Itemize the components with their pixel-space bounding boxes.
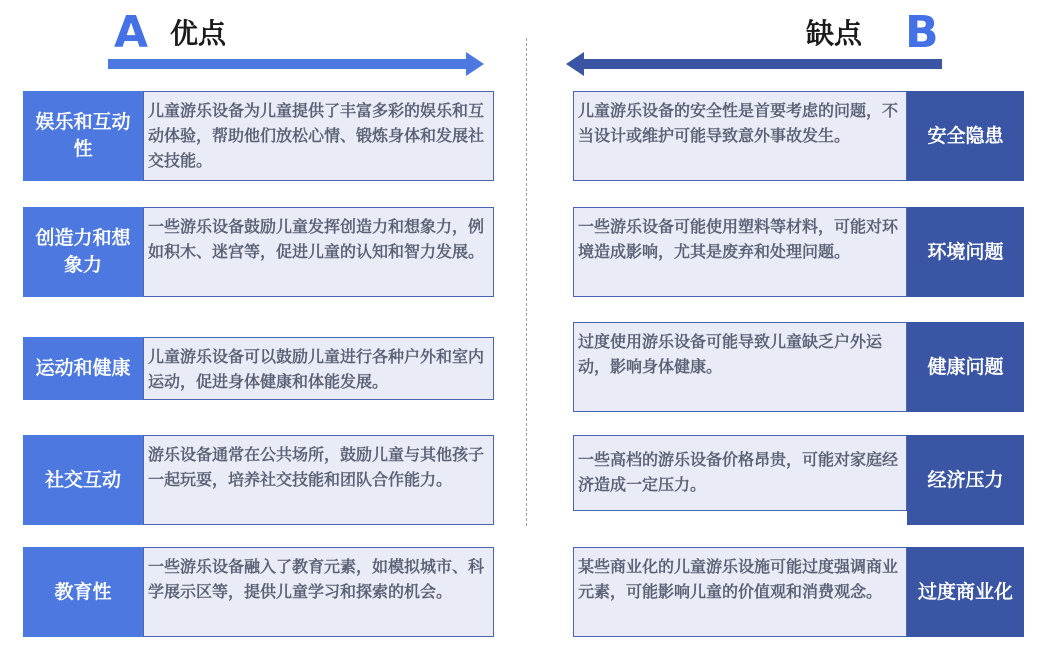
con-description: 过度使用游乐设备可能导致儿童缺乏户外运动，影响身体健康。 [573, 322, 907, 412]
pro-description: 游乐设备通常在公共场所，鼓励儿童与其他孩子一起玩耍，培养社交技能和团队合作能力。 [143, 435, 494, 525]
pro-label: 创造力和想象力 [23, 207, 143, 297]
pro-description: 一些游乐设备鼓励儿童发挥创造力和想象力，例如积木、迷宫等，促进儿童的认知和智力发展。 [143, 207, 494, 297]
pro-description: 儿童游乐设备可以鼓励儿童进行各种户外和室内运动，促进身体健康和体能发展。 [143, 337, 494, 400]
cons-heading: 缺点 [806, 17, 863, 50]
con-description: 一些游乐设备可能使用塑料等材料，可能对环境造成影响，尤其是废弃和处理问题。 [573, 207, 907, 297]
con-label: 安全隐患 [907, 91, 1024, 181]
right-arrow-icon [108, 50, 486, 78]
con-description: 儿童游乐设备的安全性是首要考虑的问题，不当设计或维护可能导致意外事故发生。 [573, 91, 907, 181]
con-label: 过度商业化 [907, 547, 1024, 637]
section-b-letter: B [905, 7, 939, 58]
pro-label: 教育性 [23, 547, 143, 637]
con-label: 环境问题 [907, 207, 1024, 297]
pro-label: 社交互动 [23, 435, 143, 525]
con-label: 经济压力 [907, 435, 1024, 525]
con-description: 某些商业化的儿童游乐设施可能过度强调商业元素，可能影响儿童的价值观和消费观念。 [573, 547, 907, 637]
pro-label: 娱乐和互动性 [23, 91, 143, 181]
pro-label: 运动和健康 [23, 337, 143, 400]
con-description: 一些高档的游乐设备价格昂贵，可能对家庭经济造成一定压力。 [573, 435, 907, 511]
center-divider [526, 38, 527, 526]
con-label: 健康问题 [907, 322, 1024, 412]
pros-heading: 优点 [170, 17, 227, 50]
section-a-letter: A [114, 7, 149, 58]
left-arrow-icon [564, 50, 942, 78]
pro-description: 儿童游乐设备为儿童提供了丰富多彩的娱乐和互动体验，帮助他们放松心情、锻炼身体和发展社交技能。 [143, 91, 494, 181]
pro-description: 一些游乐设备融入了教育元素，如模拟城市、科学展示区等，提供儿童学习和探索的机会。 [143, 547, 494, 637]
